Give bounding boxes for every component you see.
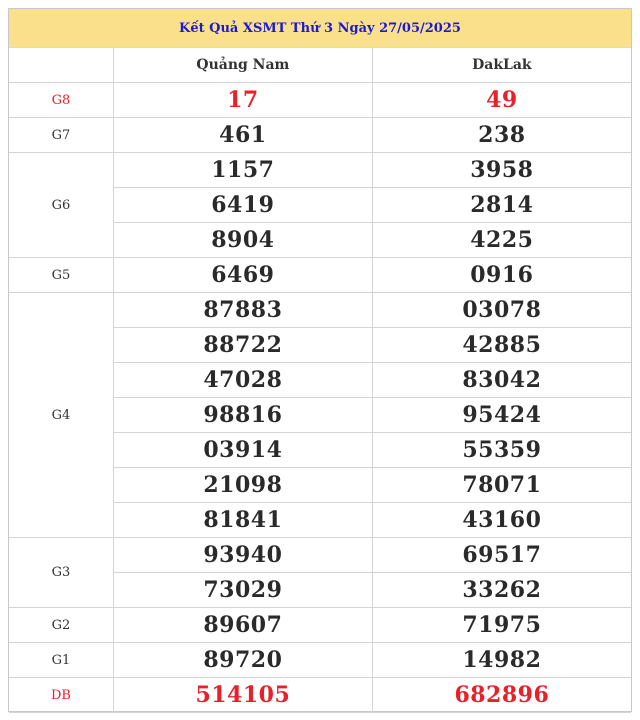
result-number: 55359 (372, 433, 631, 468)
table-header-row (9, 48, 631, 83)
prize-label: G5 (9, 258, 114, 293)
prize-row-g1 (9, 643, 631, 678)
result-number: 8904 (114, 223, 373, 258)
result-number: 682896 (372, 678, 631, 713)
result-number: 93940 (114, 538, 373, 573)
result-number: 6469 (114, 258, 373, 293)
result-number: 2814 (372, 188, 631, 223)
prize-label: G7 (9, 118, 114, 153)
prize-label: G2 (9, 608, 114, 643)
result-number: 71975 (372, 608, 631, 643)
result-number: 95424 (372, 398, 631, 433)
result-number: 03914 (114, 433, 373, 468)
result-number: 03078 (372, 293, 631, 328)
result-number: 49 (372, 83, 631, 118)
prize-label: G3 (9, 538, 114, 608)
prize-row-g4 (9, 293, 631, 328)
province-header-2: DakLak (372, 48, 631, 83)
result-number: 6419 (114, 188, 373, 223)
result-number: 33262 (372, 573, 631, 608)
result-number: 1157 (114, 153, 373, 188)
results-body (9, 83, 631, 713)
result-number: 89720 (114, 643, 373, 678)
results-title: Kết Quả XSMT Thứ 3 Ngày 27/05/2025 (9, 9, 631, 48)
result-number: 69517 (372, 538, 631, 573)
result-number: 3958 (372, 153, 631, 188)
prize-label: G1 (9, 643, 114, 678)
result-number: 88722 (114, 328, 373, 363)
province-header-1: Quảng Nam (114, 48, 373, 83)
result-number: 89607 (114, 608, 373, 643)
prize-row-db (9, 678, 631, 713)
result-number: 98816 (114, 398, 373, 433)
result-number: 42885 (372, 328, 631, 363)
result-number: 0916 (372, 258, 631, 293)
prize-row-g6 (9, 153, 631, 188)
prize-label: DB (9, 678, 114, 713)
prize-row-g3 (9, 538, 631, 573)
prize-row-g7 (9, 118, 631, 153)
result-number: 14982 (372, 643, 631, 678)
result-number: 83042 (372, 363, 631, 398)
result-number: 21098 (114, 468, 373, 503)
results-table (9, 48, 631, 713)
result-number: 47028 (114, 363, 373, 398)
result-number: 4225 (372, 223, 631, 258)
results-panel (8, 8, 632, 712)
result-number: 73029 (114, 573, 373, 608)
prize-row-g2 (9, 608, 631, 643)
result-number: 514105 (114, 678, 373, 713)
prize-row-g5 (9, 258, 631, 293)
result-number: 238 (372, 118, 631, 153)
prize-label: G4 (9, 293, 114, 538)
prize-column-header (9, 48, 114, 83)
result-number: 87883 (114, 293, 373, 328)
result-number: 78071 (372, 468, 631, 503)
prize-label: G8 (9, 83, 114, 118)
prize-label: G6 (9, 153, 114, 258)
result-number: 43160 (372, 503, 631, 538)
result-number: 461 (114, 118, 373, 153)
result-number: 81841 (114, 503, 373, 538)
result-number: 17 (114, 83, 373, 118)
prize-row-g8 (9, 83, 631, 118)
